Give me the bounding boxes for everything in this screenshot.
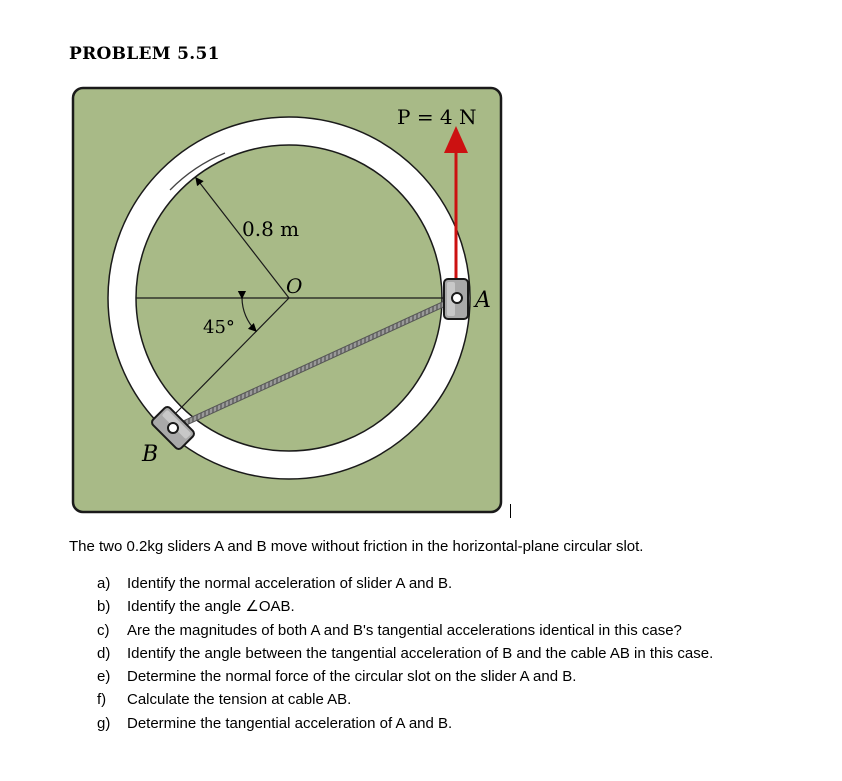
- question-item: [97, 688, 713, 711]
- slider-a: [444, 279, 468, 319]
- radius-label: 0.8 m: [242, 217, 300, 241]
- question-text: Identify the angle between the tangential acceleration of B and the cable AB in this case.: [127, 644, 714, 662]
- angle-label: 45°: [203, 317, 235, 338]
- question-text: Determine the tangential acceleration of A and B.: [127, 714, 453, 732]
- problem-figure: [70, 84, 505, 516]
- question-list: [97, 572, 713, 735]
- center-label: O: [286, 274, 303, 298]
- question-item: [97, 665, 713, 688]
- question-item: [97, 595, 713, 618]
- problem-intro: The two 0.2kg sliders A and B move without friction in the horizontal-plane circular slot.: [69, 538, 644, 555]
- question-marker: c): [97, 621, 110, 639]
- question-text: Determine the normal force of the circular slot on the slider A and B.: [127, 668, 577, 686]
- question-text: Identify the normal acceleration of slider A and B.: [127, 575, 453, 592]
- slider-a-label: A: [475, 288, 491, 313]
- slider-b-label: B: [142, 442, 159, 467]
- question-item: [97, 642, 713, 665]
- question-item: [97, 572, 713, 595]
- question-text: Calculate the tension at cable AB.: [127, 691, 352, 709]
- question-marker: e): [97, 668, 111, 686]
- question-item: [97, 619, 713, 642]
- text-cursor: [510, 504, 511, 518]
- question-marker: a): [97, 575, 111, 592]
- question-marker: g): [97, 714, 111, 732]
- question-text: Are the magnitudes of both A and B's tangential accelerations identical in this case?: [127, 621, 682, 639]
- question-marker: b): [97, 598, 111, 616]
- question-text: Identify the angle ∠OAB.: [127, 598, 295, 616]
- question-marker: d): [97, 644, 111, 662]
- question-item: [97, 712, 713, 735]
- problem-title: PROBLEM 5.51: [69, 44, 220, 64]
- question-marker: f): [97, 691, 107, 709]
- force-label: P = 4 N: [397, 105, 477, 129]
